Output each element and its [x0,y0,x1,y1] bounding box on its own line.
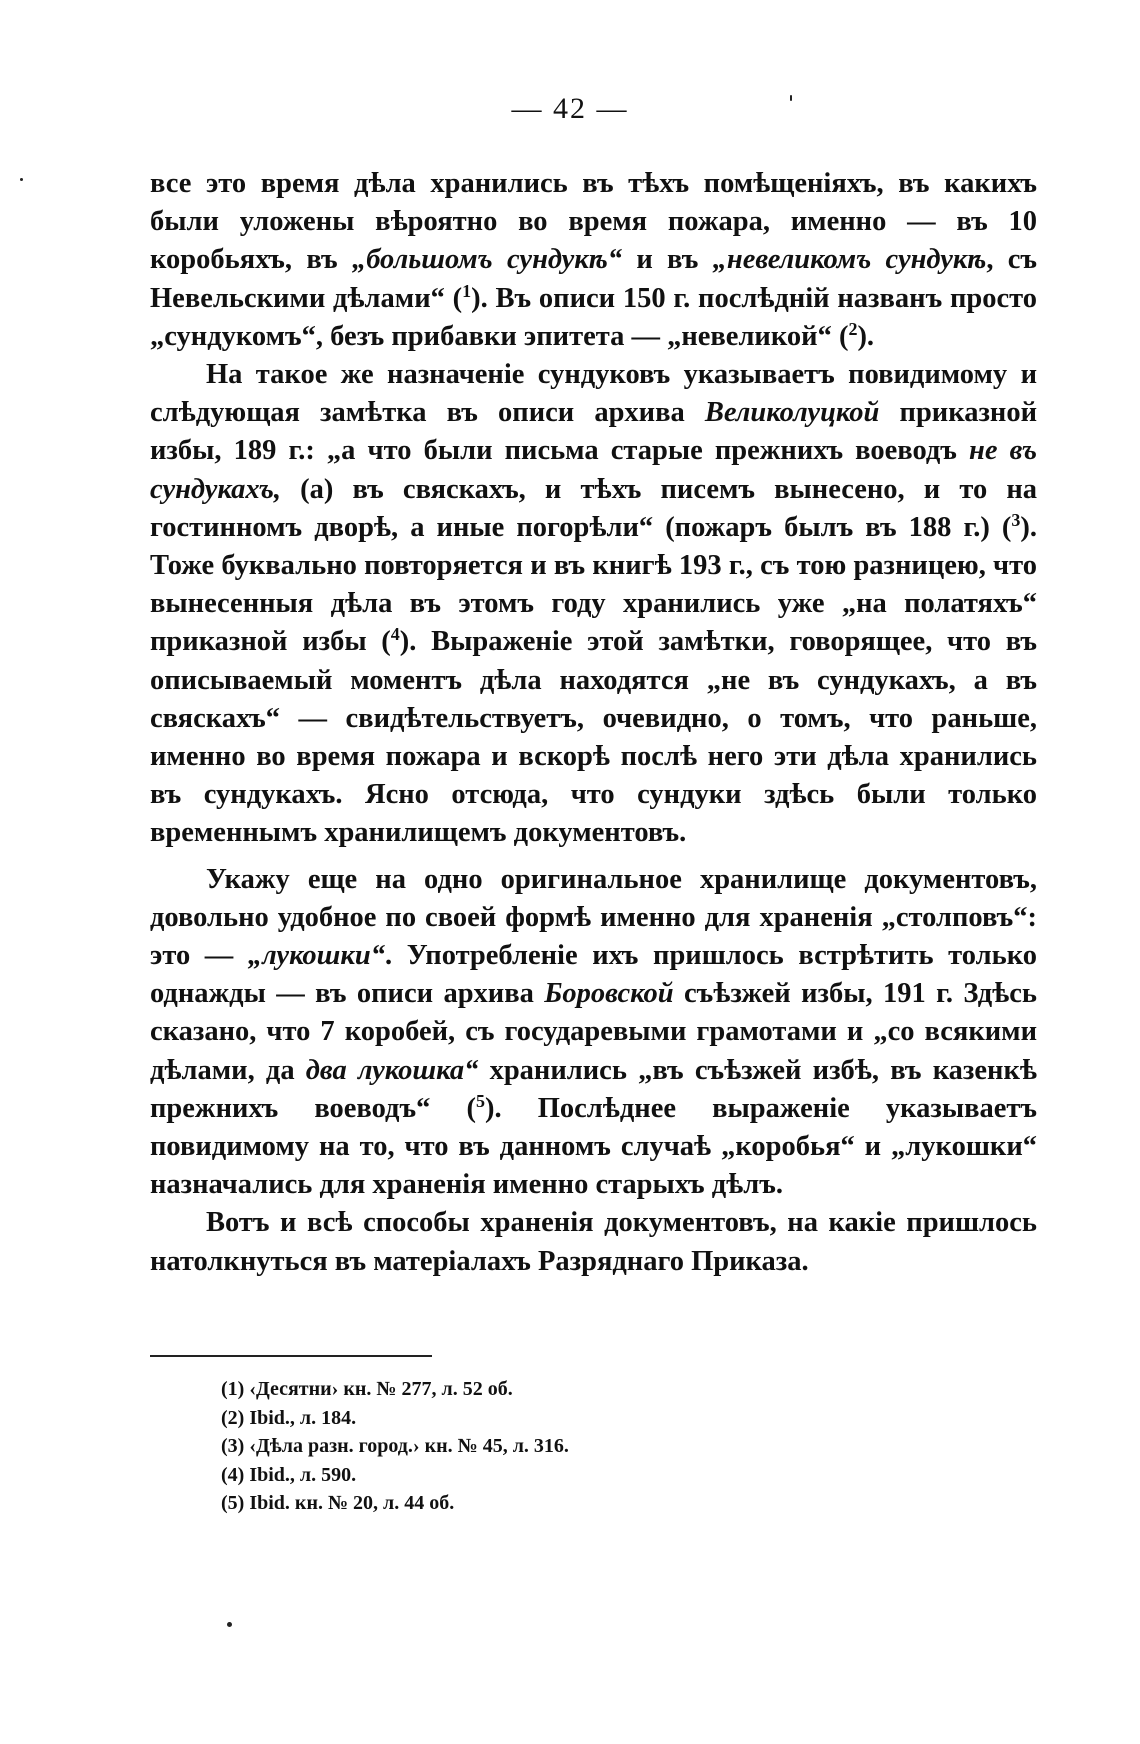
paragraph-2 [150,356,1037,853]
p3-italic-3: два лукошка“ [305,1054,479,1086]
footnote-mark: (4) [221,1463,245,1486]
footnotes [221,1375,981,1518]
footnote-text: Ibid. кн. № 20, л. 44 об. [249,1492,455,1514]
paragraph-3 [150,861,1037,1205]
p1-text-b: и въ [622,244,713,276]
footnote-divider [150,1355,432,1357]
footnote-text: Ibid., л. 590. [249,1463,357,1486]
footnote-mark: (3) [221,1435,245,1457]
p2-text-e: ). Выраженіе этой замѣтки, говорящее, что въ описываемый моментъ дѣла находятся „не въ сундукахъ, а въ свяскахъ“ — свидѣтельствуетъ, очевидно, о томъ, что раньше, именно во время пожара и вскорѣ послѣ него эти дѣла хранились въ сундукахъ. Ясно отсюда, что сундуки здѣсь были только временнымъ хранилищемъ документовъ. [150,626,1037,849]
footnote-text: Ibid., л. 184. [249,1406,357,1429]
p3-text-b: . Употребленіе ихъ пришлось встрѣтить только однажды — въ описи архива [150,940,1037,1010]
footnote-text: ‹Дѣла разн. город.› кн. № 45, л. 316. [249,1435,569,1457]
p2-text-b: приказной избы, 189 г.: „а что были письма старые прежнихъ воеводъ [150,397,1038,467]
p2-italic-1: Великолуцкой [704,397,880,429]
ink-speck [227,1622,232,1627]
p3-text-c: съѣзжей избы, 191 г. Здѣсь сказано, что 7 коробей, съ государевыми грамотами и „со всякими дѣлами, да [150,978,1037,1086]
footnote-5 [221,1489,981,1518]
footnote-ref-4: 4 [390,624,400,645]
footnote-text: ‹Десятни› кн. № 277, л. 52 об. [249,1378,513,1400]
p1-text-a: все это время дѣла хранились въ тѣхъ помѣщеніяхъ, въ какихъ были уложены вѣроятно во время пожара, именно — въ 10 коробьяхъ, въ [150,168,1037,276]
p3-text-a: Укажу еще на одно оригинальное хранилище документовъ, довольно удобное по своей формѣ именно для храненія „столповъ“: это — [150,863,1037,972]
footnote-3 [221,1432,981,1461]
footnote-ref-1: 1 [462,280,472,301]
p1-text-d: ). Въ описи 150 г. послѣдній названъ просто „сундукомъ“, безъ прибавки эпитета — „невеликой“ ( [150,282,1038,352]
p1-text-e: ). [857,320,875,352]
p2-text-a: На такое же назначеніе сундуковъ указываетъ повидимому и слѣдующая замѣтка въ описи архива [150,359,1037,429]
paragraph-4: Вотъ и всѣ способы храненія документовъ, на какіе пришлось натолкнуться въ матеріалахъ Разряднаго Приказа. [150,1207,1037,1277]
body-text [150,165,1037,1281]
p3-text-d: хранились „въ съѣзжей избѣ, въ казенкѣ прежнихъ воеводъ“ ( [150,1054,1037,1124]
footnote-ref-2: 2 [848,318,858,339]
footnote-2 [221,1404,981,1433]
footnote-mark: (5) [221,1492,245,1514]
ink-speck [20,178,23,181]
footnote-ref-5: 5 [475,1090,485,1111]
p2-text-c: (а) въ свяскахъ, и тѣхъ писемъ вынесено, и то на гостинномъ дворѣ, а иные погорѣли“ (пожаръ былъ въ 188 г.) ( [150,473,1037,543]
p1-italic-1: „большомъ сундукѣ“ [351,244,623,276]
footnote-mark: (1) [221,1378,245,1400]
p3-italic-1: „лукошки“ [247,940,385,972]
paragraph-1 [150,165,1037,356]
footnote-ref-3: 3 [1011,509,1021,530]
footnote-4 [221,1461,981,1490]
ink-speck [790,95,792,101]
p1-italic-2: „невеликомъ сундукѣ [712,244,987,276]
footnote-mark: (2) [221,1406,245,1429]
p1-text-c: , съ Невельскими дѣлами“ ( [150,244,1037,314]
p3-italic-2: Боровской [544,978,674,1010]
page-number: — 42 — [511,92,629,125]
p3-text-e: ). Послѣднее выраженіе указываетъ повидимому на то, что въ данномъ случаѣ „коробья“ и „лукошки“ назначались для храненія именно старыхъ дѣлъ. [150,1092,1038,1201]
footnote-1 [221,1375,981,1404]
p2-text-d: ). Тоже буквально повторяется и въ книгѣ 193 г., съ тою разницею, что вынесенныя дѣла въ этомъ году хранились уже „на полатяхъ“ приказной избы ( [150,511,1037,658]
p2-italic-2: не въ сундукахъ, [150,435,1037,505]
